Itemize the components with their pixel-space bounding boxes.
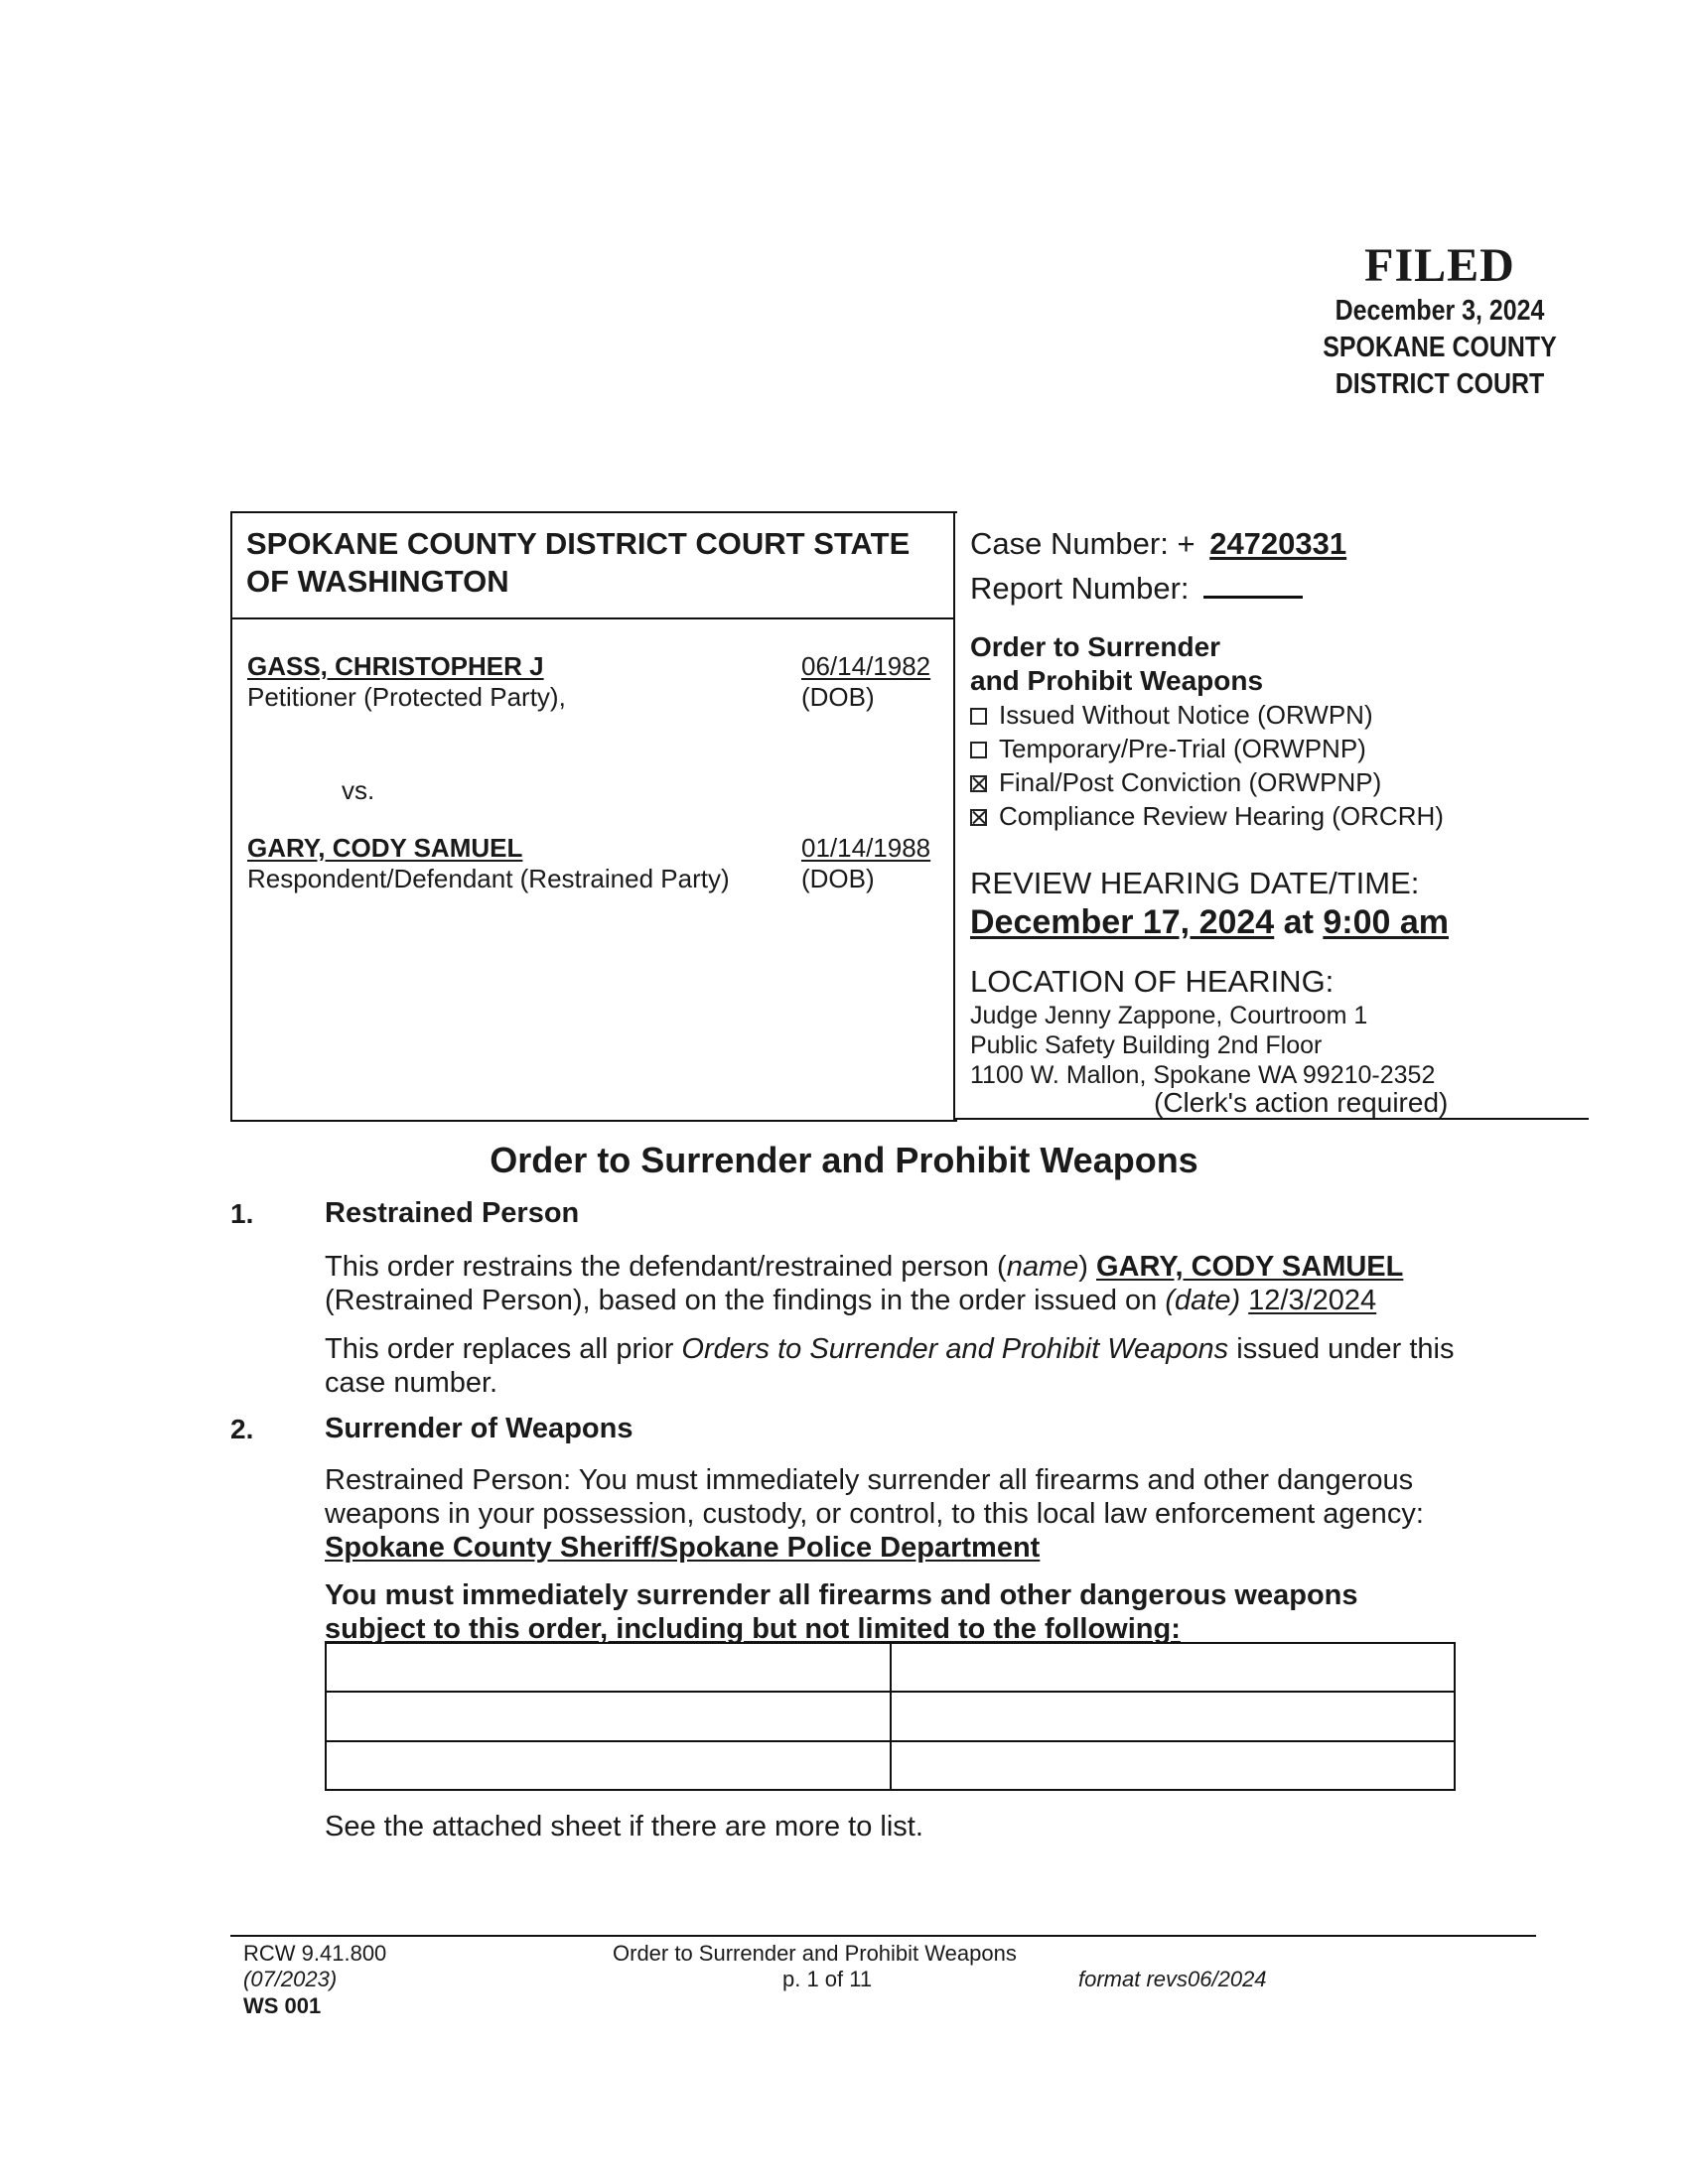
- petitioner-role: Petitioner (Protected Party),: [247, 682, 566, 712]
- review-hearing-at: at: [1283, 903, 1314, 941]
- footer-format-revision: format revs06/2024: [1078, 1967, 1267, 1991]
- section-2-number: 2.: [230, 1414, 254, 1444]
- footer-form-number: WS 001: [243, 1993, 322, 2018]
- footer-revision: (07/2023): [243, 1967, 338, 1991]
- law-enforcement-agency: Spokane County Sheriff/Spokane Police Department: [325, 1532, 1041, 1564]
- court-title-box: [230, 511, 955, 619]
- filed-date: December 3, 2024: [1335, 295, 1545, 327]
- report-number-blank: [1203, 574, 1303, 599]
- section-1-paragraph-1: This order restrains the defendant/restrained person (name) GARY, CODY SAMUEL (Restrained Person), based on the findings in the order issued on (date) 12/3/2024: [325, 1251, 1404, 1316]
- section-1-heading: Restrained Person: [325, 1197, 580, 1229]
- review-hearing-time: 9:00 am: [1323, 903, 1449, 941]
- table-cell[interactable]: [891, 1741, 1456, 1790]
- petitioner-dob: 06/14/1982: [801, 651, 931, 681]
- see-attached-note: See the attached sheet if there are more to list.: [325, 1811, 923, 1843]
- checkbox-compliance-review[interactable]: [970, 809, 987, 826]
- footer-rule: [230, 1935, 1536, 1937]
- checkbox-temporary[interactable]: [970, 742, 987, 758]
- location-line2: Public Safety Building 2nd Floor: [970, 1031, 1323, 1059]
- table-row: [326, 1692, 1455, 1740]
- order-type-checkboxes: [970, 698, 1444, 833]
- review-hearing-heading: REVIEW HEARING DATE/TIME:: [970, 866, 1420, 900]
- table-row: [326, 1643, 1455, 1692]
- weapons-list-table: [325, 1642, 1456, 1791]
- footer-rcw: RCW 9.41.800: [243, 1941, 387, 1966]
- checkbox-row-temporary[interactable]: Temporary/Pre-Trial (ORWPNP): [970, 732, 1444, 765]
- location-heading: LOCATION OF HEARING:: [970, 964, 1335, 999]
- section-2-heading: Surrender of Weapons: [325, 1413, 633, 1444]
- location-line3: 1100 W. Mallon, Spokane WA 99210-2352: [970, 1061, 1436, 1089]
- footer-title: Order to Surrender and Prohibit Weapons: [613, 1941, 1017, 1966]
- case-caption: [230, 511, 1589, 1122]
- table-cell[interactable]: [891, 1692, 1456, 1740]
- footer-page-number: p. 1 of 11: [782, 1967, 873, 1991]
- table-cell[interactable]: [326, 1692, 891, 1740]
- section-2-paragraph-1: Restrained Person: You must immediately surrender all firearms and other dangerous weapons in your possession, custody, or control, to this local law enforcement agency: Spokane County Sheriff/Spokane Police Department: [325, 1463, 1486, 1565]
- filed-label: FILED: [1364, 239, 1515, 292]
- checkbox-row-compliance-review[interactable]: Compliance Review Hearing (ORCRH): [970, 799, 1444, 833]
- order-issued-date: 12/3/2024: [1248, 1285, 1377, 1316]
- order-title-line2: and Prohibit Weapons: [970, 665, 1264, 696]
- filed-stamp: [1251, 238, 1628, 403]
- checkbox-issued-without-notice[interactable]: [970, 708, 987, 725]
- case-number-value: 24720331: [1209, 526, 1347, 561]
- respondent-name: GARY, CODY SAMUEL: [247, 833, 523, 863]
- court-title: SPOKANE COUNTY DISTRICT COURT STATE OF WASHINGTON: [246, 526, 911, 599]
- order-title-line1: Order to Surrender: [970, 631, 1221, 662]
- respondent-dob-label: (DOB): [801, 864, 875, 893]
- location-line1: Judge Jenny Zappone, Courtroom 1: [970, 1002, 1368, 1029]
- section-2-bold-instruction: You must immediately surrender all firearms and other dangerous weapons subject to this order, including but not limited to the following:: [325, 1579, 1358, 1645]
- restrained-person-name: GARY, CODY SAMUEL: [1095, 1251, 1404, 1283]
- clerk-action-note: (Clerk's action required): [1154, 1087, 1449, 1118]
- checkbox-row-final[interactable]: Final/Post Conviction (ORWPNP): [970, 765, 1444, 799]
- table-cell[interactable]: [891, 1643, 1456, 1692]
- case-number-label: Case Number: +: [970, 526, 1196, 561]
- filed-court: DISTRICT COURT: [1335, 368, 1545, 400]
- main-title: Order to Surrender and Prohibit Weapons: [490, 1140, 1198, 1180]
- respondent-role: Respondent/Defendant (Restrained Party): [247, 864, 730, 893]
- review-hearing-datetime: [970, 902, 1449, 942]
- review-hearing-date: December 17, 2024: [970, 903, 1275, 941]
- table-cell[interactable]: [326, 1643, 891, 1692]
- report-number-label: Report Number:: [970, 571, 1190, 606]
- section-1-number: 1.: [230, 1198, 254, 1229]
- case-number-row: [970, 526, 1346, 562]
- report-number-row: [970, 571, 1303, 607]
- checkbox-row-issued-without-notice[interactable]: Issued Without Notice (ORWPN): [970, 698, 1444, 732]
- petitioner-name: GASS, CHRISTOPHER J: [247, 651, 544, 681]
- table-row: [326, 1741, 1455, 1790]
- caption-divider: [953, 511, 955, 1120]
- respondent-dob: 01/14/1988: [801, 833, 931, 863]
- petitioner-dob-label: (DOB): [801, 682, 875, 712]
- filed-county: SPOKANE COUNTY: [1323, 332, 1557, 363]
- table-cell[interactable]: [326, 1741, 891, 1790]
- section-1-paragraph-2: This order replaces all prior Orders to Surrender and Prohibit Weapons issued under this case number.: [325, 1333, 1455, 1399]
- checkbox-final[interactable]: [970, 775, 987, 792]
- versus-label: vs.: [342, 775, 375, 805]
